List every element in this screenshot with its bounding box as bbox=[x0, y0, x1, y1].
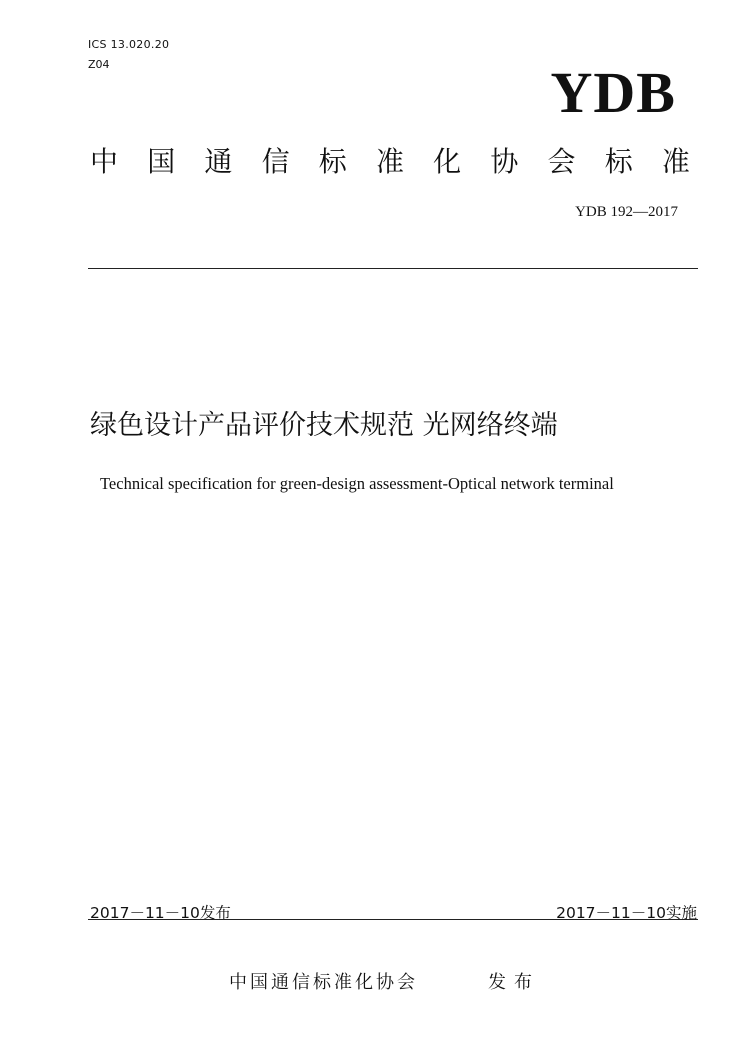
implementation-date: 2017－11－10实施 bbox=[556, 904, 697, 922]
publish-label: 发布 bbox=[488, 972, 540, 993]
association-char: 标 bbox=[318, 145, 347, 178]
issue-date: 2017－11－10发布 bbox=[90, 904, 231, 922]
document-title-english: Technical specification for green-design assessment-Optical network terminal bbox=[100, 474, 614, 493]
ics-code: ICS 13.020.20 bbox=[88, 38, 170, 51]
association-char: 化 bbox=[433, 145, 462, 178]
association-char: 准 bbox=[661, 145, 690, 178]
association-char: 准 bbox=[375, 145, 404, 178]
bottom-divider bbox=[88, 919, 698, 920]
document-title-chinese: 绿色设计产品评价技术规范 光网络终端 bbox=[90, 410, 558, 441]
standard-code: YDB 192—2017 bbox=[575, 204, 678, 220]
association-name bbox=[90, 145, 690, 178]
association-char: 国 bbox=[147, 145, 176, 178]
association-char: 标 bbox=[604, 145, 633, 178]
association-char: 中 bbox=[90, 145, 119, 178]
association-char: 通 bbox=[204, 145, 233, 178]
top-divider bbox=[88, 268, 698, 269]
association-char: 信 bbox=[261, 145, 290, 178]
classification-code: Z04 bbox=[88, 58, 110, 71]
association-char: 会 bbox=[547, 145, 576, 178]
brand-logo: YDB bbox=[550, 60, 676, 125]
publisher-name: 中国通信标准化协会 bbox=[229, 972, 418, 993]
association-char: 协 bbox=[490, 145, 519, 178]
